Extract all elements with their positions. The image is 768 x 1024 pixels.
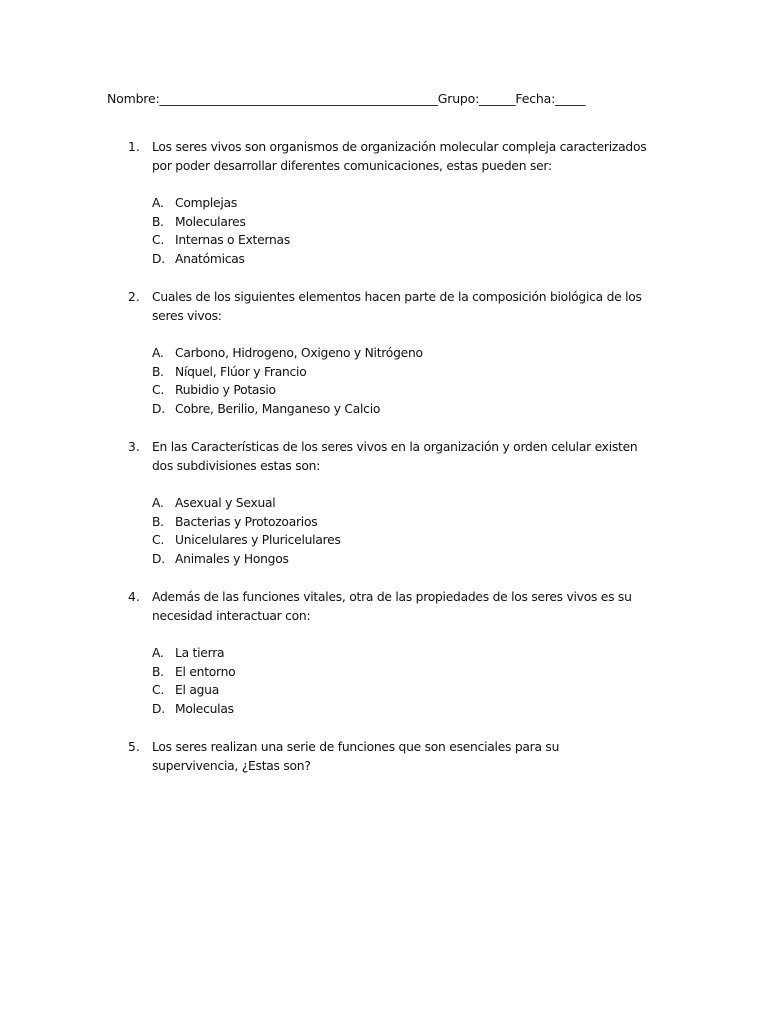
option-d	[152, 700, 648, 719]
option-text: Internas o Externas	[175, 233, 290, 248]
option-text: Animales y Hongos	[175, 552, 289, 567]
option-text: Carbono, Hidrogeno, Oxigeno y Nitrógeno	[175, 346, 423, 360]
option-d	[152, 400, 648, 419]
option-d	[152, 550, 648, 569]
option-letter: B.	[152, 514, 164, 529]
option-letter: A.	[152, 646, 164, 660]
option-text: Asexual y Sexual	[175, 496, 276, 510]
question-text: Los seres vivos son organismos de organización molecular compleja caracterizados por poder desarrollar diferentes comunicaciones, estas pueden ser:	[152, 140, 647, 173]
option-b	[152, 363, 648, 382]
question-number: 4.	[128, 590, 140, 604]
option-text: El entorno	[175, 664, 236, 679]
student-info-header: Nombre:______________________________________________Grupo:______Fecha:_____	[107, 91, 586, 106]
question-prompt	[128, 288, 648, 326]
option-b	[152, 513, 648, 532]
option-c	[152, 681, 648, 700]
question-1	[128, 138, 648, 269]
question-3	[128, 438, 648, 569]
option-letter: A.	[152, 196, 164, 210]
option-b	[152, 213, 648, 232]
question-4	[128, 588, 648, 719]
option-text: Cobre, Berilio, Manganeso y Calcio	[175, 402, 381, 417]
option-c	[152, 381, 648, 400]
option-a	[152, 644, 648, 663]
answer-options	[152, 494, 648, 569]
answer-options	[152, 344, 648, 419]
option-letter: D.	[152, 702, 165, 717]
option-letter: C.	[152, 233, 164, 248]
option-c	[152, 231, 648, 250]
option-text: Rubidio y Potasio	[175, 383, 276, 398]
option-letter: B.	[152, 664, 164, 679]
option-text: Anatómicas	[175, 252, 245, 267]
option-b	[152, 663, 648, 682]
option-text: Unicelulares y Pluricelulares	[175, 533, 341, 548]
option-text: Moleculas	[175, 702, 234, 717]
question-prompt	[128, 138, 648, 176]
option-letter: C.	[152, 683, 164, 698]
question-text: En las Características de los seres vivos en la organización y orden celular existen dos subdivisiones estas son:	[152, 440, 638, 473]
option-letter: C.	[152, 533, 164, 548]
option-d	[152, 250, 648, 269]
option-letter: D.	[152, 552, 165, 567]
question-number: 3.	[128, 440, 140, 454]
option-a	[152, 494, 648, 513]
question-prompt	[128, 588, 648, 626]
question-prompt	[128, 438, 648, 476]
option-c	[152, 531, 648, 550]
question-text: Además de las funciones vitales, otra de las propiedades de los seres vivos es su necesidad interactuar con:	[152, 590, 632, 623]
option-text: Bacterias y Protozoarios	[175, 514, 318, 529]
question-prompt	[128, 738, 648, 776]
option-text: Níquel, Flúor y Francio	[175, 364, 307, 379]
question-text: Los seres realizan una serie de funciones que son esenciales para su supervivencia, ¿Estas son?	[152, 740, 560, 773]
option-letter: A.	[152, 346, 164, 360]
question-number: 1.	[128, 140, 140, 154]
question-number: 2.	[128, 290, 140, 304]
question-number: 5.	[128, 740, 140, 754]
question-5	[128, 738, 648, 776]
option-letter: D.	[152, 252, 165, 267]
option-letter: A.	[152, 496, 164, 510]
option-letter: C.	[152, 383, 164, 398]
option-letter: B.	[152, 364, 164, 379]
answer-options	[152, 194, 648, 269]
option-letter: D.	[152, 402, 165, 417]
answer-options	[152, 644, 648, 719]
option-a	[152, 344, 648, 363]
option-text: La tierra	[175, 646, 225, 660]
option-letter: B.	[152, 214, 164, 229]
question-2	[128, 288, 648, 419]
option-text: Complejas	[175, 196, 237, 210]
option-text: El agua	[175, 683, 220, 698]
option-text: Moleculares	[175, 214, 246, 229]
question-text: Cuales de los siguientes elementos hacen parte de la composición biológica de los seres vivos:	[152, 290, 642, 323]
option-a	[152, 194, 648, 213]
